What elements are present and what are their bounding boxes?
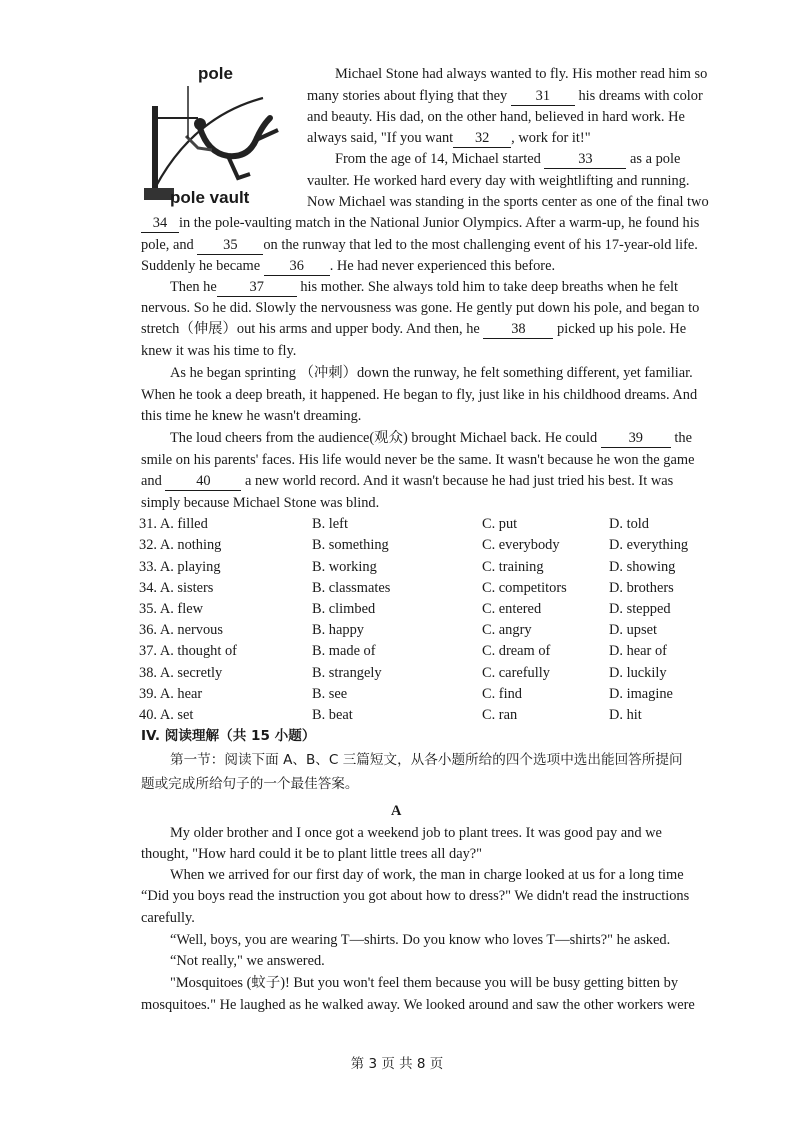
option-number-33: 33. A. playing (139, 559, 221, 575)
option-c: C. put (482, 516, 518, 532)
option-c: C. training (482, 559, 544, 575)
passage-a-line: thought, "How hard could it be to plant little trees all day?" (141, 846, 483, 862)
passage-a-line: "Mosquitoes (蚊子)! But you won't feel them because you will be busy getting bitten by (170, 975, 679, 991)
page-footer: 第 3 页 共 8 页 (350, 1056, 444, 1072)
blank-39: 39 (601, 430, 671, 448)
option-b: B. left (312, 516, 348, 532)
passage-line: Michael Stone had always wanted to fly. His mother read him so (335, 66, 708, 82)
option-a: A. sisters (159, 580, 214, 596)
passage-line: always said, "If you want 32 , work for it!" (307, 130, 591, 146)
passage-line: Now Michael was standing in the sports center as one of the final two (307, 194, 709, 210)
option-b: B. working (312, 559, 377, 575)
option-a: A. nothing (159, 537, 222, 553)
section-heading: IV. 阅读理解（共 15 小题） (141, 728, 316, 744)
option-b: B. classmates (312, 580, 391, 596)
blank-33: 33 (544, 151, 626, 169)
option-c: C. entered (482, 601, 542, 617)
option-number-40: 40. A. set (139, 707, 194, 723)
option-d: D. hear of (609, 643, 667, 659)
option-d: D. luckily (609, 665, 667, 681)
option-d: D. brothers (609, 580, 674, 596)
option-b: B. climbed (312, 601, 376, 617)
blank-31: 31 (511, 88, 575, 106)
option-b: B. made of (312, 643, 376, 659)
passage-line: As he began sprinting （冲刺）down the runway, he felt something different, yet familiar. (170, 365, 693, 381)
option-number-35: 35. A. flew (139, 601, 203, 617)
passage-line: stretch（伸展）out his arms and upper body. And then, he 38 picked up his pole. He (141, 321, 687, 337)
option-number-32: 32. A. nothing (139, 537, 222, 553)
option-d: D. hit (609, 707, 642, 723)
option-a: A. filled (159, 516, 208, 532)
blank-34: 34 (141, 215, 179, 233)
passage-line: smile on his parents' faces. His life would never be the same. It wasn't because he won the game (141, 452, 695, 468)
passage-line: pole, and 35 on the runway that led to the most challenging event of his 17-year-old life. (141, 237, 698, 253)
passage-line: many stories about flying that they 31 his dreams with color (307, 88, 703, 104)
option-c: C. everybody (482, 537, 560, 553)
passage-line: this time he knew he wasn't dreaming. (141, 408, 362, 424)
passage-line: simply because Michael Stone was blind. (141, 495, 380, 511)
passage-line: nervous. So he did. Slowly the nervousness was gone. He gently put down his pole, and began to (141, 300, 700, 316)
option-c: C. ran (482, 707, 518, 723)
passage-a-line: When we arrived for our first day of work, the man in charge looked at us for a long time (170, 867, 684, 883)
option-c: C. find (482, 686, 522, 702)
passage-line: 34 in the pole-vaulting match in the National Junior Olympics. After a warm-up, he found his (141, 213, 699, 234)
blank-37: 37 (217, 279, 297, 297)
blank-36: 36 (264, 258, 330, 276)
option-b: B. something (312, 537, 389, 553)
option-number-31: 31. A. filled (139, 516, 208, 532)
option-a: A. nervous (159, 622, 223, 638)
passage-a-line: mosquitoes." He laughed as he walked away. We looked around and saw the other workers were (141, 997, 695, 1013)
option-number-34: 34. A. sisters (139, 580, 214, 596)
passage-line: and 40 a new world record. And it wasn't because he had just tried his best. It was (141, 473, 674, 489)
option-d: D. stepped (609, 601, 671, 617)
option-a: A. hear (159, 686, 203, 702)
option-c: C. dream of (482, 643, 551, 659)
option-b: B. see (312, 686, 348, 702)
option-b: B. beat (312, 707, 353, 723)
option-number-39: 39. A. hear (139, 686, 203, 702)
option-d: D. imagine (609, 686, 673, 702)
option-d: D. showing (609, 559, 676, 575)
passage-line: From the age of 14, Michael started 33 as a pole (335, 151, 681, 167)
passage-line: The loud cheers from the audience(观众) brought Michael back. He could 39 the (170, 430, 692, 446)
option-b: B. happy (312, 622, 364, 638)
blank-35: 35 (197, 237, 263, 255)
option-c: C. carefully (482, 665, 550, 681)
blank-38: 38 (483, 321, 553, 339)
option-a: A. flew (159, 601, 203, 617)
passage-a-title: A (391, 803, 402, 819)
passage-line: Suddenly he became 36 . He had never experienced this before. (141, 258, 556, 274)
figure-label-pole-vault: pole vault (170, 188, 250, 207)
option-d: D. told (609, 516, 649, 532)
passage-line: Then he 37 his mother. She always told him to take deep breaths when he felt (170, 279, 679, 295)
section-instruction: 第一节：阅读下面 A、B、C 三篇短文，从各小题所给的四个选项中选出能回答所提问 (170, 752, 683, 768)
option-d: D. everything (609, 537, 689, 553)
option-b: B. strangely (312, 665, 382, 681)
blank-40: 40 (165, 473, 241, 491)
option-a: A. set (159, 707, 194, 723)
figure-label-pole: pole (198, 64, 233, 83)
option-a: A. secretly (159, 665, 223, 681)
option-number-37: 37. A. thought of (139, 643, 237, 659)
passage-a-line: “Not really," we answered. (170, 953, 325, 969)
passage-a-line: “Well, boys, you are wearing T—shirts. Do you know who loves T—shirts?" he asked. (170, 932, 671, 948)
passage-a-line: My older brother and I once got a weekend job to plant trees. It was good pay and we (170, 825, 662, 841)
passage-line: and beauty. His dad, on the other hand, believed in hard work. He (307, 109, 685, 125)
option-number-38: 38. A. secretly (139, 665, 223, 681)
passage-line: vaulter. He worked hard every day with weightlifting and running. (307, 173, 690, 189)
passage-line: knew it was his time to fly. (141, 343, 297, 359)
option-number-36: 36. A. nervous (139, 622, 223, 638)
option-a: A. playing (159, 559, 221, 575)
passage-line: When he took a deep breath, it happened. He began to fly, just like in his childhood dreams. And (141, 387, 698, 403)
option-d: D. upset (609, 622, 657, 638)
pole-vault-figure (138, 60, 303, 210)
passage-a-line: carefully. (141, 910, 195, 926)
passage-a-line: “Did you boys read the instruction you got about how to dress?" We didn't read the instructions (141, 888, 690, 904)
section-instruction-cont: 题或完成所给句子的一个最佳答案。 (141, 776, 359, 792)
option-a: A. thought of (159, 643, 237, 659)
option-c: C. competitors (482, 580, 567, 596)
option-c: C. angry (482, 622, 532, 638)
blank-32: 32 (453, 130, 511, 148)
